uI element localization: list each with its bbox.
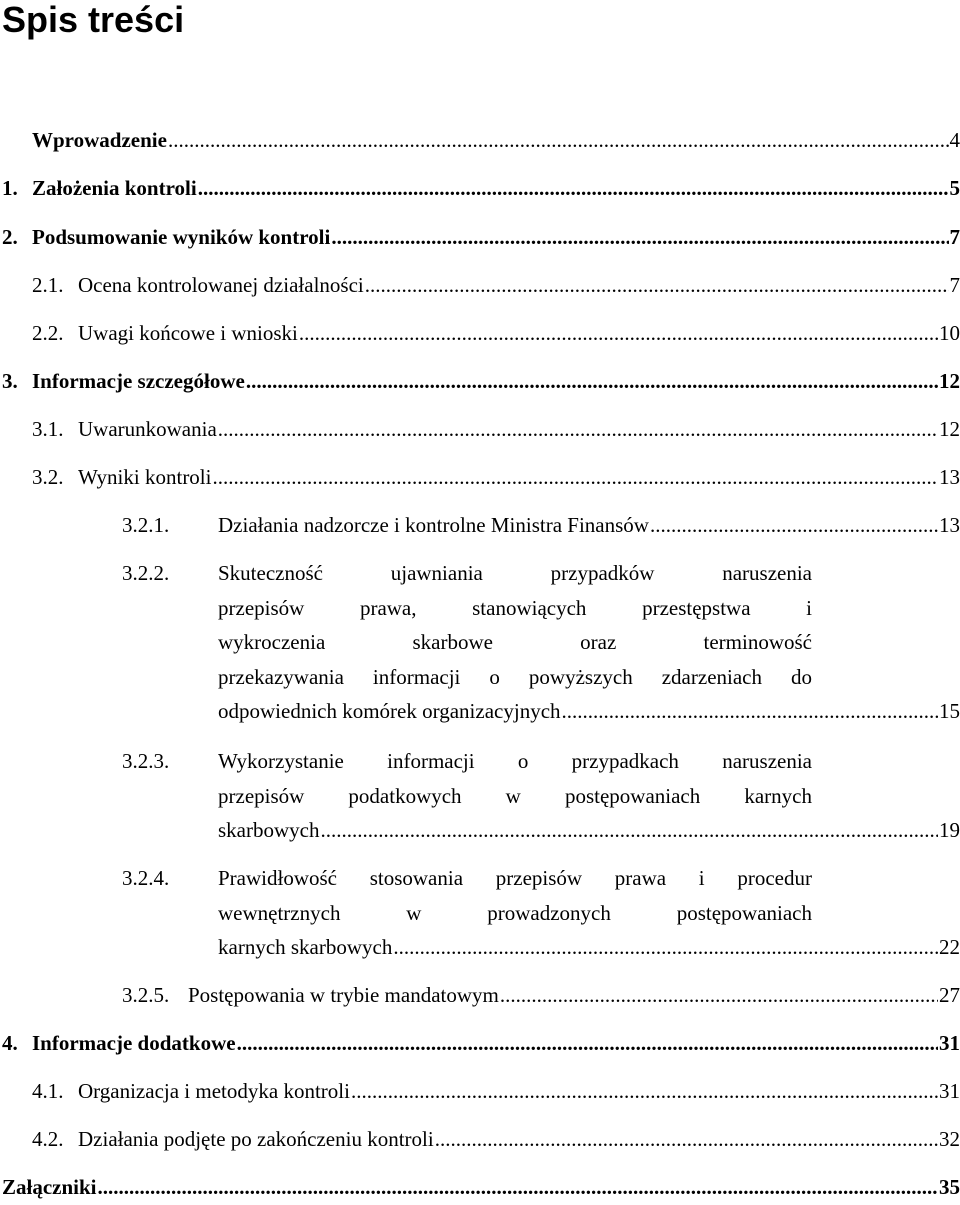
toc-leader	[650, 508, 938, 543]
toc-entry[interactable]	[122, 861, 960, 965]
toc-entry[interactable]	[2, 364, 960, 399]
toc-entry[interactable]	[32, 460, 960, 495]
toc-leader	[198, 171, 949, 206]
toc-page-number: 32	[939, 1122, 960, 1157]
toc-page-number: 22	[939, 930, 960, 965]
toc-entry-number: 2.	[2, 220, 32, 255]
toc-leader	[500, 978, 938, 1013]
toc-entry-label: Ocena kontrolowanej działalności	[78, 268, 364, 303]
toc-page-number: 7	[950, 268, 960, 303]
toc-entry[interactable]	[2, 171, 960, 206]
toc-entry-number: 3.	[2, 364, 32, 399]
toc-page-number: 10	[939, 316, 960, 351]
toc-page-number: 7	[950, 220, 960, 255]
toc-entry[interactable]	[32, 1074, 960, 1109]
toc-entry-line: Prawidłowość stosowania przepisów prawa i procedur	[218, 861, 812, 896]
toc-entry-number: 3.2.1.	[122, 508, 218, 543]
toc-entry[interactable]	[32, 123, 960, 158]
toc-page-number: 15	[939, 694, 960, 729]
toc-entry-label: Działania podjęte po zakończeniu kontroli	[78, 1122, 434, 1157]
toc-leader	[331, 220, 948, 255]
toc-entry-line: wewnętrznych w prowadzonych postępowaniach	[218, 896, 812, 931]
toc-entry-number: 3.2.	[32, 460, 78, 495]
toc-leader	[98, 1170, 938, 1205]
toc-page-number: 12	[939, 364, 960, 399]
toc-leader	[435, 1122, 938, 1157]
toc-entry-number: 3.1.	[32, 412, 78, 447]
toc-entry-label: Założenia kontroli	[32, 171, 197, 206]
toc-entry-label: Podsumowanie wyników kontroli	[32, 220, 330, 255]
toc-leader	[320, 813, 938, 848]
toc-entry-label: skarbowych	[218, 813, 319, 848]
toc-entry-label: Postępowania w trybie mandatowym	[188, 978, 499, 1013]
toc-leader	[168, 123, 949, 158]
toc-entry-line: przepisów prawa, stanowiących przestępstwa i	[218, 591, 812, 626]
toc-entry-number: 2.1.	[32, 268, 78, 303]
toc-leader	[351, 1074, 938, 1109]
toc-entry[interactable]	[32, 1122, 960, 1157]
toc-entry-number: 3.2.2.	[122, 556, 169, 591]
toc-page-number: 4	[950, 123, 960, 158]
toc-entry[interactable]	[122, 556, 960, 729]
toc-page-number: 31	[939, 1026, 960, 1061]
toc-leader	[246, 364, 938, 399]
toc-leader	[393, 930, 938, 965]
toc-entry[interactable]	[2, 1026, 960, 1061]
toc-entry[interactable]	[122, 508, 960, 543]
toc-page-number: 35	[939, 1170, 960, 1205]
toc-entry-line: przekazywania informacji o powyższych zdarzeniach do	[218, 660, 812, 695]
toc-entry-label: Informacje dodatkowe	[32, 1026, 236, 1061]
toc-entry-label: Uwarunkowania	[78, 412, 217, 447]
toc-entry-label: Wprowadzenie	[32, 123, 167, 158]
toc-entry-number: 4.1.	[32, 1074, 78, 1109]
toc-entry[interactable]	[32, 316, 960, 351]
toc-entry-line: Wykorzystanie informacji o przypadkach naruszenia	[218, 744, 812, 779]
toc-page-number: 13	[939, 508, 960, 543]
toc-leader	[212, 460, 938, 495]
page-title: Spis treści	[2, 0, 184, 42]
toc-entry-label: Wyniki kontroli	[78, 460, 211, 495]
toc-entry[interactable]	[2, 1170, 960, 1205]
toc-entry-line: wykroczenia skarbowe oraz terminowość	[218, 625, 812, 660]
toc-page-number: 19	[939, 813, 960, 848]
toc-page-number: 5	[950, 171, 960, 206]
toc-entry-label: karnych skarbowych	[218, 930, 392, 965]
toc-entry[interactable]	[122, 744, 960, 848]
toc-entry-line: przepisów podatkowych w postępowaniach karnych	[218, 779, 812, 814]
toc-entry-number: 3.2.5.	[122, 978, 188, 1013]
toc-entry-number: 2.2.	[32, 316, 78, 351]
toc-leader	[365, 268, 949, 303]
toc-entry[interactable]	[32, 268, 960, 303]
toc-entry-number: 3.2.4.	[122, 861, 169, 896]
toc-entry[interactable]	[122, 978, 960, 1013]
toc-entry-label: odpowiednich komórek organizacyjnych	[218, 694, 561, 729]
toc-entry-line: Skuteczność ujawniania przypadków naruszenia	[218, 556, 812, 591]
toc-leader	[237, 1026, 938, 1061]
toc-leader	[562, 694, 938, 729]
toc-page-number: 31	[939, 1074, 960, 1109]
toc-entry-number: 1.	[2, 171, 32, 206]
toc-page-number: 27	[939, 978, 960, 1013]
toc-entry-number: 4.	[2, 1026, 32, 1061]
toc-entry-label: Działania nadzorcze i kontrolne Ministra Finansów	[218, 508, 649, 543]
toc-entry-label: Organizacja i metodyka kontroli	[78, 1074, 350, 1109]
toc-entry-label: Informacje szczegółowe	[32, 364, 245, 399]
toc-leader	[218, 412, 938, 447]
toc-entry-number: 4.2.	[32, 1122, 78, 1157]
toc-entry[interactable]	[32, 412, 960, 447]
toc-page-number: 12	[939, 412, 960, 447]
toc-page-number: 13	[939, 460, 960, 495]
toc-entry-label: Uwagi końcowe i wnioski	[78, 316, 298, 351]
toc-entry-number: 3.2.3.	[122, 744, 169, 779]
toc-entry[interactable]	[2, 220, 960, 255]
toc-entry-label: Załączniki	[2, 1170, 97, 1205]
toc-leader	[299, 316, 938, 351]
